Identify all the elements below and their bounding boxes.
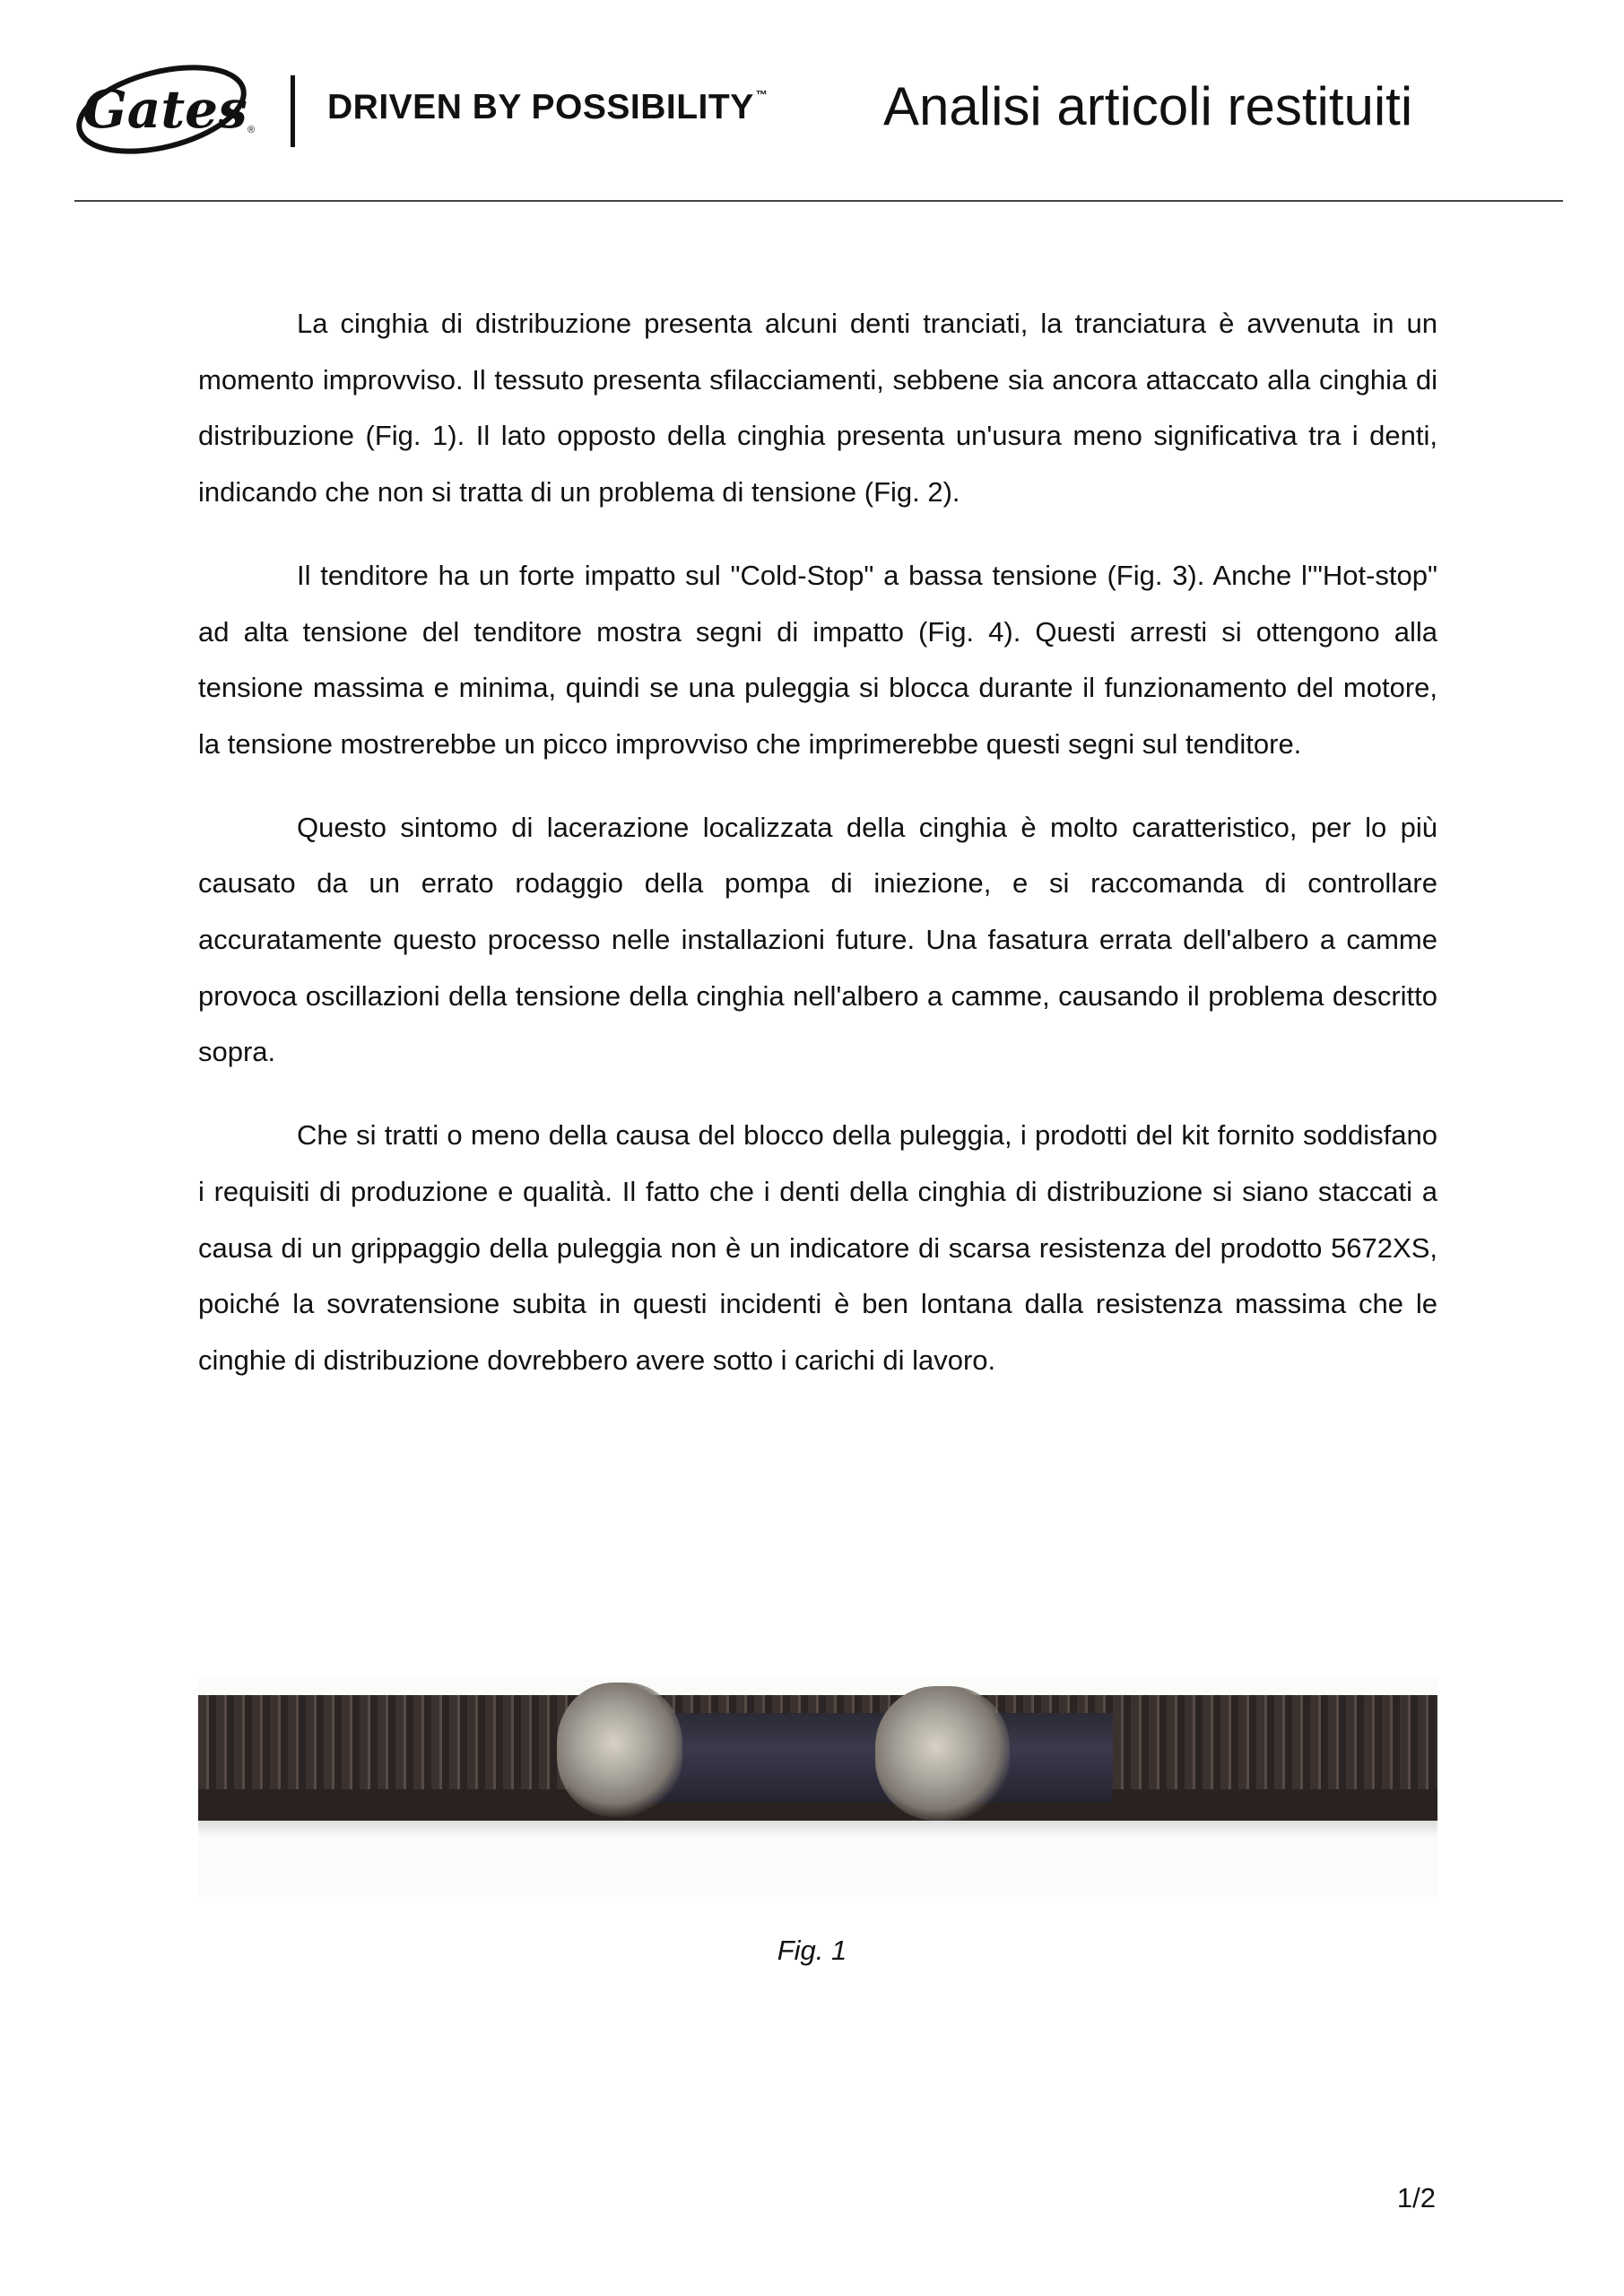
paragraph: La cinghia di distribuzione presenta alcuni denti tranciati, la tranciatura è avvenuta in un momento improvviso. Il tessuto presenta sfilacciamenti, sebbene sia ancora attaccato alla cinghia di distribuzione (Fig. 1). Il lato opposto della cinghia presenta un'usura meno significativa tra i denti, indicando che non si tratta di un problema di tensione (Fig. 2). bbox=[198, 308, 1437, 509]
paragraph: Il tenditore ha un forte impatto sul "Cold-Stop" a bassa tensione (Fig. 3). Anche l'"Hot-stop" ad alta tensione del tenditore mostra segni di impatto (Fig. 4). Questi arresti si ottengono alla tensione massima e minima, quindi se una puleggia si blocca durante il funzionamento del motore, la tensione mostrerebbe un picco improvviso che imprimerebbe questi segni sul tenditore. bbox=[198, 559, 1437, 760]
body-text bbox=[198, 296, 1437, 1416]
frayed-fabric-right bbox=[875, 1686, 1010, 1821]
paragraph: Che si tratti o meno della causa del blocco della puleggia, i prodotti del kit fornito soddisfano i requisiti di produzione e qualità. Il fatto che i denti della cinghia di distribuzione si siano staccati a causa di un grippaggio della puleggia non è un indicatore di scarsa resistenza del prodotto 5672XS, poiché la sovratensione subita in questi incidenti è ben lontana dalla resistenza massima che le cinghie di distribuzione dovrebbero avere sotto i carichi di lavoro. bbox=[198, 1119, 1437, 1376]
page-header bbox=[0, 0, 1624, 206]
frayed-fabric-left bbox=[557, 1683, 682, 1817]
svg-text:®: ® bbox=[248, 125, 256, 135]
trademark-mark: ™ bbox=[755, 88, 769, 101]
tagline bbox=[327, 88, 768, 127]
paragraph: Questo sintomo di lacerazione localizzata della cinghia è molto caratteristico, per lo più causato da un errato rodaggio della pompa di iniezione, e si raccomanda di controllare accuratamente questo processo nelle installazioni future. Una fasatura errata dell'albero a camme provoca oscillazioni della tensione della cinghia nell'albero a camme, causando il problema descritto sopra. bbox=[198, 811, 1437, 1068]
figure-caption: Fig. 1 bbox=[777, 1935, 847, 1966]
belt-shadow bbox=[198, 1821, 1437, 1837]
document-title: Analisi articoli restituiti bbox=[883, 76, 1413, 136]
header-rule bbox=[74, 200, 1563, 202]
svg-text:Gates: Gates bbox=[83, 79, 248, 140]
header-divider bbox=[291, 75, 295, 147]
tagline-text: DRIVEN BY POSSIBILITY bbox=[327, 88, 754, 126]
page-number: 1/2 bbox=[1396, 2182, 1436, 2213]
belt-photo bbox=[198, 1677, 1437, 1897]
gates-logo bbox=[72, 56, 265, 163]
